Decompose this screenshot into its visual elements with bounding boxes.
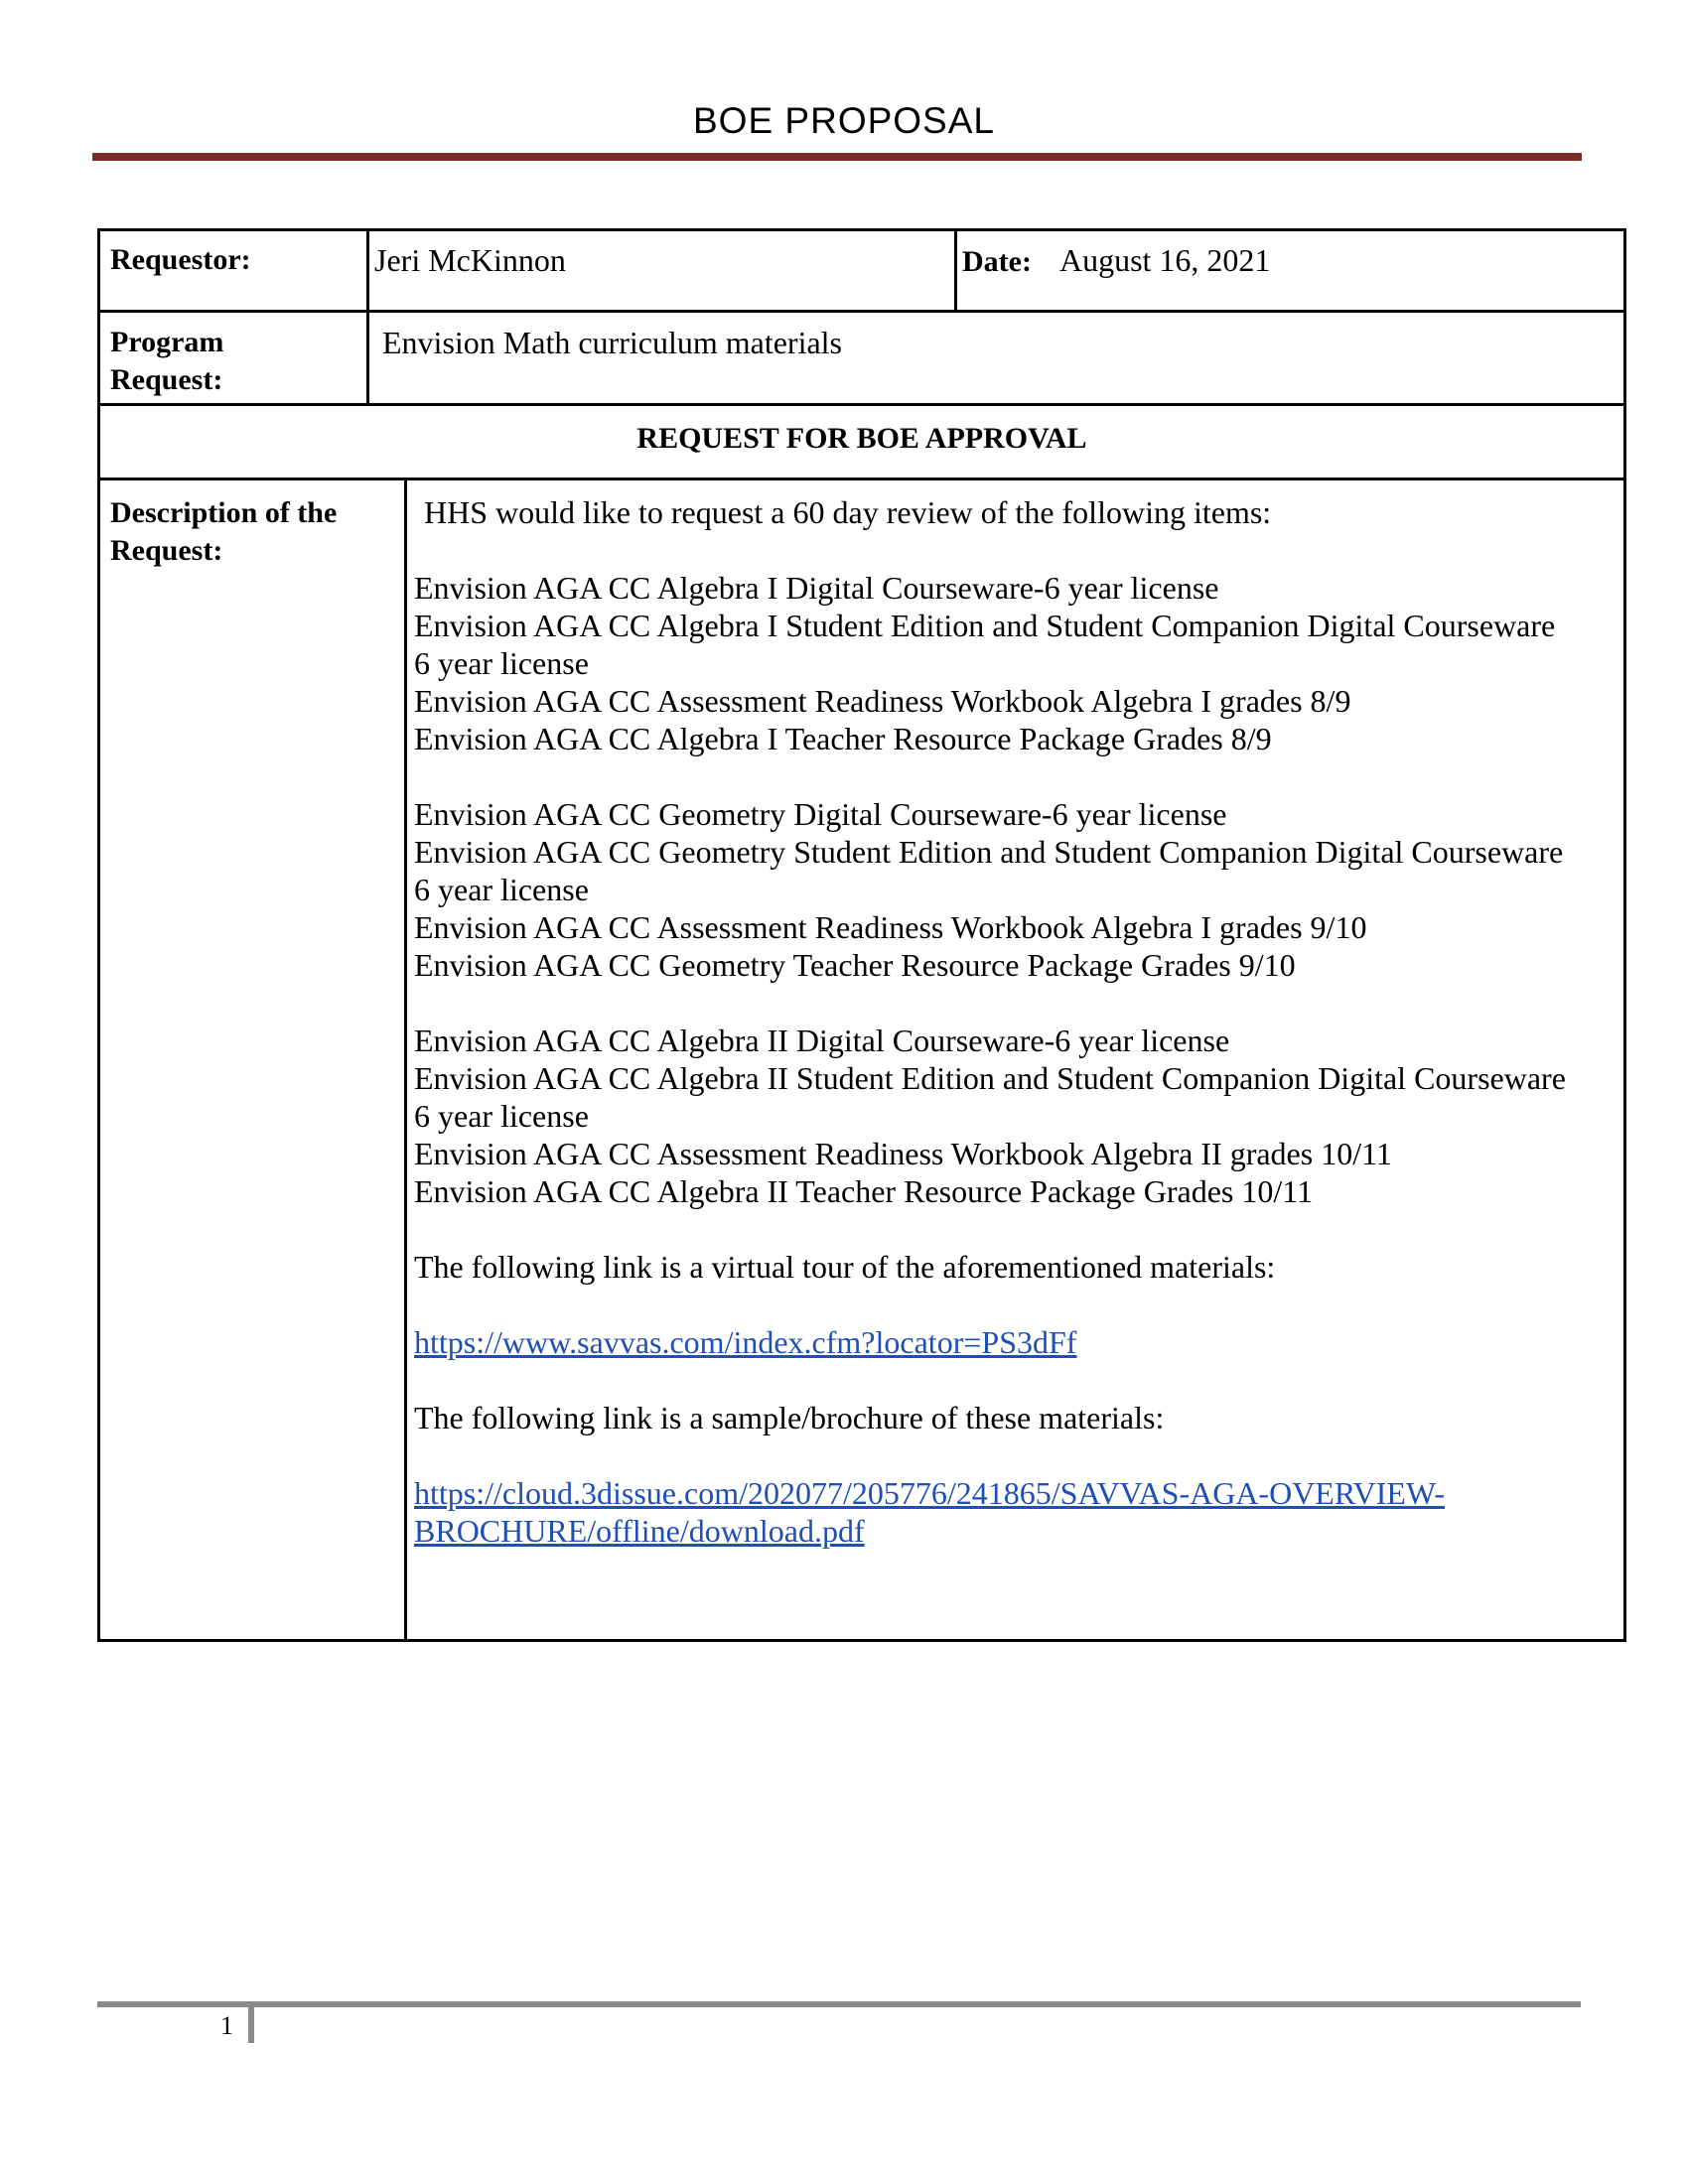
list-item: Envision AGA CC Algebra I Student Edition and Student Companion Digital Courseware bbox=[414, 608, 1556, 643]
column-divider bbox=[954, 231, 957, 310]
row-divider bbox=[100, 478, 1623, 480]
column-divider bbox=[366, 231, 369, 403]
description-label bbox=[110, 494, 337, 570]
row-divider bbox=[100, 310, 1623, 313]
page-title: BOE PROPOSAL bbox=[693, 100, 995, 141]
list-item: 6 year license bbox=[414, 645, 589, 681]
brochure-link-line2[interactable]: BROCHURE/offline/download.pdf bbox=[414, 1513, 865, 1549]
virtual-tour-link[interactable]: https://www.savvas.com/index.cfm?locator=PS3dFf bbox=[414, 1324, 1077, 1360]
list-item: Envision AGA CC Geometry Digital Courseware-6 year license bbox=[414, 796, 1227, 832]
section-heading: REQUEST FOR BOE APPROVAL bbox=[636, 422, 1087, 455]
page-number: 1 bbox=[220, 2011, 233, 2040]
list-item: Envision AGA CC Geometry Student Edition and Student Companion Digital Courseware bbox=[414, 834, 1564, 870]
footer-divider bbox=[97, 2001, 1581, 2007]
description-label-line1: Description of the bbox=[110, 496, 338, 529]
list-item: Envision AGA CC Geometry Teacher Resource Package Grades 9/10 bbox=[414, 947, 1296, 983]
list-item: 6 year license bbox=[414, 872, 589, 907]
column-divider bbox=[404, 478, 407, 1639]
list-item: Envision AGA CC Algebra I Teacher Resource Package Grades 8/9 bbox=[414, 721, 1272, 756]
proposal-form-table bbox=[97, 228, 1626, 1642]
list-item: Envision AGA CC Algebra I Digital Courseware-6 year license bbox=[414, 570, 1219, 606]
list-item: Envision AGA CC Algebra II Digital Courseware-6 year license bbox=[414, 1023, 1230, 1058]
program-label-line2: Request: bbox=[110, 363, 223, 396]
list-item: Envision AGA CC Assessment Readiness Workbook Algebra I grades 8/9 bbox=[414, 683, 1351, 719]
program-request-value: Envision Math curriculum materials bbox=[382, 325, 842, 360]
description-intro: HHS would like to request a 60 day review of the following items: bbox=[424, 494, 1272, 530]
description-content bbox=[414, 493, 1616, 1550]
date-label: Date: bbox=[962, 245, 1032, 278]
date-field bbox=[962, 241, 1270, 281]
list-item: Envision AGA CC Assessment Readiness Workbook Algebra I grades 9/10 bbox=[414, 909, 1367, 945]
row-divider bbox=[100, 403, 1623, 406]
date-value: August 16, 2021 bbox=[1058, 242, 1271, 278]
brochure-link-line1[interactable]: https://cloud.3dissue.com/202077/205776/241865/SAVVAS-AGA-OVERVIEW- bbox=[414, 1475, 1446, 1511]
brochure-text: The following link is a sample/brochure of these materials: bbox=[414, 1400, 1165, 1435]
requestor-label: Requestor: bbox=[110, 243, 251, 276]
list-item: Envision AGA CC Assessment Readiness Workbook Algebra II grades 10/11 bbox=[414, 1136, 1392, 1171]
title-divider bbox=[92, 153, 1582, 161]
list-item: 6 year license bbox=[414, 1098, 589, 1134]
program-request-label bbox=[110, 324, 223, 399]
list-item: Envision AGA CC Algebra II Teacher Resource Package Grades 10/11 bbox=[414, 1173, 1314, 1209]
footer-tick bbox=[248, 2007, 254, 2043]
program-label-line1: Program bbox=[110, 326, 224, 358]
list-item: Envision AGA CC Algebra II Student Edition and Student Companion Digital Courseware bbox=[414, 1060, 1566, 1096]
requestor-value: Jeri McKinnon bbox=[374, 242, 566, 278]
description-label-line2: Request: bbox=[110, 534, 223, 567]
tour-text: The following link is a virtual tour of the aforementioned materials: bbox=[414, 1249, 1276, 1285]
